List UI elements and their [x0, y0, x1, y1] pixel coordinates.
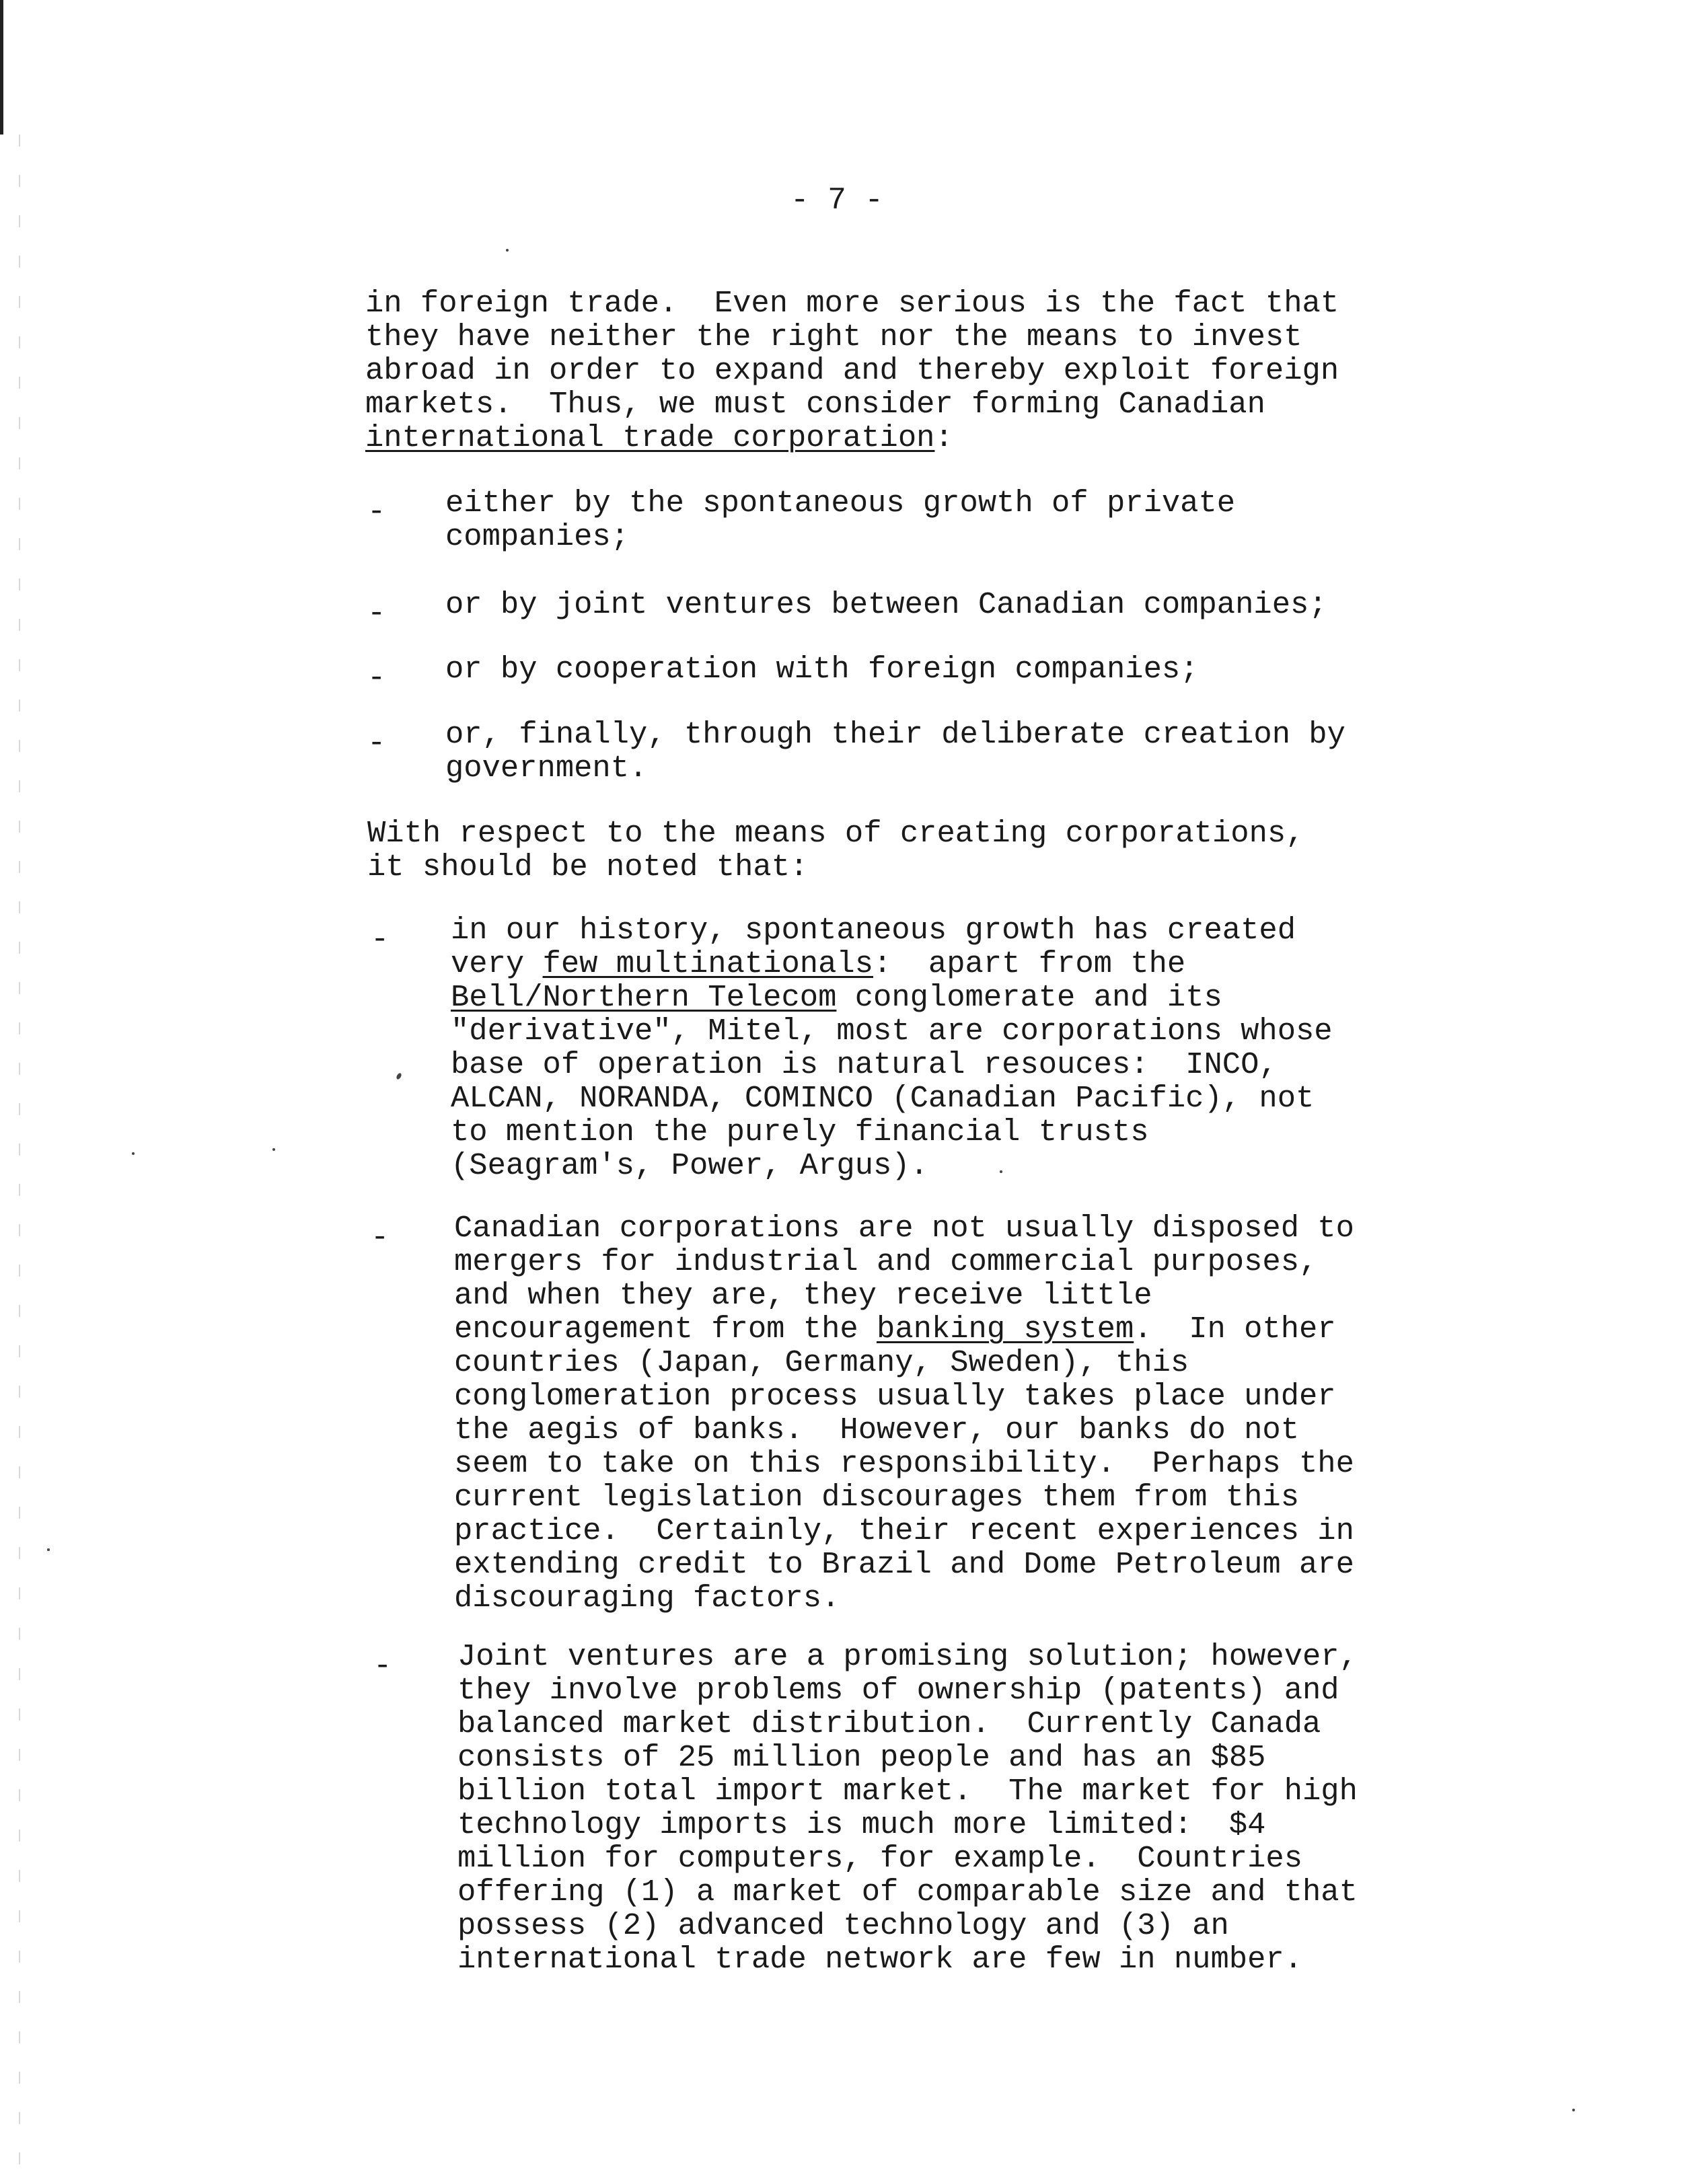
- scan-speck: [1000, 1170, 1002, 1173]
- intro-line: they have neither the right nor the means to invest: [365, 319, 1302, 354]
- point-joint-ventures: Joint ventures are a promising solution; however, they involve problems of ownership (patents) and balanced market distribution. Currently Canada consists of 25 million people and has an $85 billion total import market. The market for high technology imports is much more limited: $4 million for computers, for example. Countries offering (1) a market of comparable size and that possess (2) advanced technology and (3) an international trade network are few in number.: [457, 1639, 1358, 1977]
- underlined-term: international trade corporation: [365, 420, 935, 455]
- scan-speck: [506, 249, 509, 252]
- bullet-dash: -: [367, 661, 386, 695]
- bullet-dash: -: [371, 922, 390, 957]
- underlined-term: banking system: [877, 1312, 1134, 1347]
- bullet-dash: -: [373, 1649, 392, 1684]
- option-item: or, finally, through their deliberate creation by government.: [445, 717, 1345, 786]
- scan-speck: [132, 1152, 135, 1155]
- underlined-term: Bell/Northern Telecom: [451, 980, 837, 1015]
- intro-paragraph: [365, 287, 1339, 455]
- point-banking: Canadian corporations are not usually disposed to mergers for industrial and commercial purposes, and when they are, they receive little encouragement from the banking system. In other countries (Japan, Germany, Sweden), this conglomeration process usually takes place under the aegis of banks. However, our banks do not seem to take on this responsibility. Perhaps the current legislation discourages them from this practice. Certainly, their recent experiences in extending credit to Brazil and Dome Petroleum are discouraging factors.: [454, 1211, 1354, 1616]
- intro-colon: :: [934, 420, 953, 455]
- scan-speck: [1572, 2109, 1575, 2111]
- intro-line: markets. Thus, we must consider forming Canadian: [365, 387, 1265, 422]
- scan-speck: [396, 1072, 402, 1080]
- scan-edge-shadow: [19, 135, 20, 2179]
- intro-line: in foreign trade. Even more serious is the fact that: [365, 286, 1339, 321]
- scan-edge-mark: [0, 0, 3, 135]
- option-item: or by cooperation with foreign companies;: [445, 652, 1199, 687]
- scan-speck: [47, 1548, 50, 1551]
- option-item: or by joint ventures between Canadian companies;: [445, 587, 1327, 622]
- underlined-term: few multinationals: [542, 946, 874, 981]
- bullet-dash: -: [367, 596, 386, 631]
- scan-speck: [272, 1148, 275, 1151]
- bullet-dash: -: [367, 726, 386, 761]
- point-history: in our history, spontaneous growth has created very few multinationals: apart from the Bell/Northern Telecom conglomerate and its "derivative", Mitel, most are corporations whose base of operation is natural resouces: INCO, ALCAN, NORANDA, COMINCO (Canadian Pacific), not to mention the purely financial trusts (Seagram's, Power, Argus).: [451, 913, 1333, 1183]
- page-number: - 7 -: [790, 183, 884, 218]
- intro-line: abroad in order to expand and thereby exploit foreign: [365, 353, 1339, 388]
- respect-paragraph: With respect to the means of creating corporations, it should be noted that:: [367, 816, 1304, 884]
- bullet-dash: -: [367, 494, 386, 529]
- bullet-dash: -: [371, 1220, 390, 1255]
- option-item: either by the spontaneous growth of private companies;: [445, 486, 1236, 554]
